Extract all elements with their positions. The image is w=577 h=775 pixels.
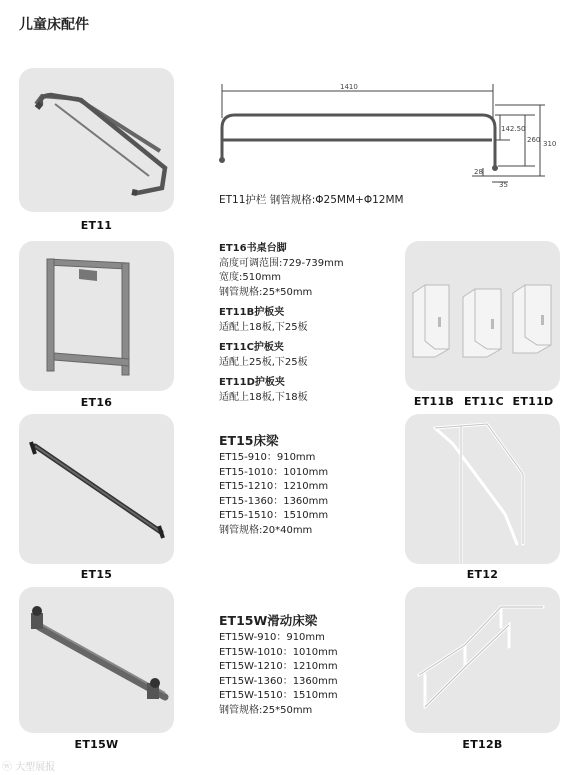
dim-260: 260 <box>527 136 541 144</box>
dim-310: 310 <box>543 140 557 148</box>
et16-caption: ET16 <box>80 396 113 409</box>
et15w-line-3: ET15W-1360：1360mm <box>219 675 338 687</box>
et15w-line-0: ET15W-910：910mm <box>219 632 325 643</box>
clips-image <box>405 241 560 391</box>
et11b-title: ET11B护板夹 <box>219 307 285 318</box>
et15-line-5: 钢管规格:20*40mm <box>219 524 313 536</box>
et16-line-width: 宽度:510mm <box>219 272 281 283</box>
et16-spec <box>219 242 344 405</box>
et15w-caption: ET15W <box>74 738 119 751</box>
et15-beam-image <box>19 414 174 564</box>
clips-image-box <box>405 241 560 391</box>
et12b-ladder-image <box>405 587 560 733</box>
et12b-caption: ET12B <box>462 738 503 751</box>
et11d-title: ET11D护板夹 <box>219 377 285 388</box>
et12-caption: ET12 <box>466 568 499 581</box>
et11d-desc: 适配上18板,下18板 <box>219 391 308 403</box>
et16-line-height: 高度可调范围:729-739mm <box>219 257 344 269</box>
et12-image-box <box>405 414 560 564</box>
et15-caption: ET15 <box>80 568 113 581</box>
et15-line-2: ET15-1210：1210mm <box>219 481 329 492</box>
dim-length: 1410 <box>340 83 358 91</box>
page-title: 儿童床配件 <box>19 17 89 33</box>
et12b-image-box <box>405 587 560 733</box>
et11c-title: ET11C护板夹 <box>219 342 284 353</box>
et15-line-4: ET15-1510：1510mm <box>219 510 329 521</box>
et15w-title: ET15W滑动床梁 <box>219 613 318 628</box>
clip-caption-b: ET11B <box>413 395 455 408</box>
et15-line-3: ET15-1360：1360mm <box>219 495 329 507</box>
et15w-line-2: ET15W-1210：1210mm <box>219 661 338 672</box>
et15w-spec <box>219 611 338 718</box>
et15w-sliding-beam-image <box>19 587 174 733</box>
et16-line-tube: 钢管规格:25*50mm <box>219 286 313 298</box>
et15w-line-1: ET15W-1010：1010mm <box>219 646 338 658</box>
et11-image-box <box>19 68 174 212</box>
et16-image-box <box>19 241 174 391</box>
et11c-desc: 适配上25板,下25板 <box>219 356 308 368</box>
et11-guardrail-image <box>19 68 174 212</box>
dim-142: 142.50 <box>501 125 526 133</box>
dim-35: 35 <box>499 181 508 189</box>
et12-ladder-image <box>405 414 560 564</box>
et11b-desc: 适配上18板,下25板 <box>219 321 308 333</box>
weibo-icon: ⓦ <box>2 762 12 773</box>
et15-line-0: ET15-910：910mm <box>219 452 316 463</box>
et15w-image-box <box>19 587 174 733</box>
et11-dimension-drawing <box>200 78 570 188</box>
watermark-text: 大型展报 <box>15 762 56 773</box>
et15w-line-5: 钢管规格:25*50mm <box>219 704 313 716</box>
et15-image-box <box>19 414 174 564</box>
et16-title: ET16书桌台脚 <box>219 243 287 254</box>
et15-spec <box>219 431 328 538</box>
et15w-line-4: ET15W-1510：1510mm <box>219 690 338 701</box>
et11-caption: ET11 <box>80 219 113 232</box>
et15-line-1: ET15-1010：1010mm <box>219 466 329 478</box>
watermark <box>2 758 55 773</box>
clip-caption-c: ET11C <box>464 395 504 408</box>
clip-caption-d: ET11D <box>512 395 554 408</box>
et15-title: ET15床梁 <box>219 433 279 448</box>
dim-28: 28 <box>474 168 483 176</box>
et11-spec: ET11护栏 钢管规格:Φ25MM+Φ12MM <box>219 194 404 206</box>
et16-desk-leg-image <box>19 241 174 391</box>
